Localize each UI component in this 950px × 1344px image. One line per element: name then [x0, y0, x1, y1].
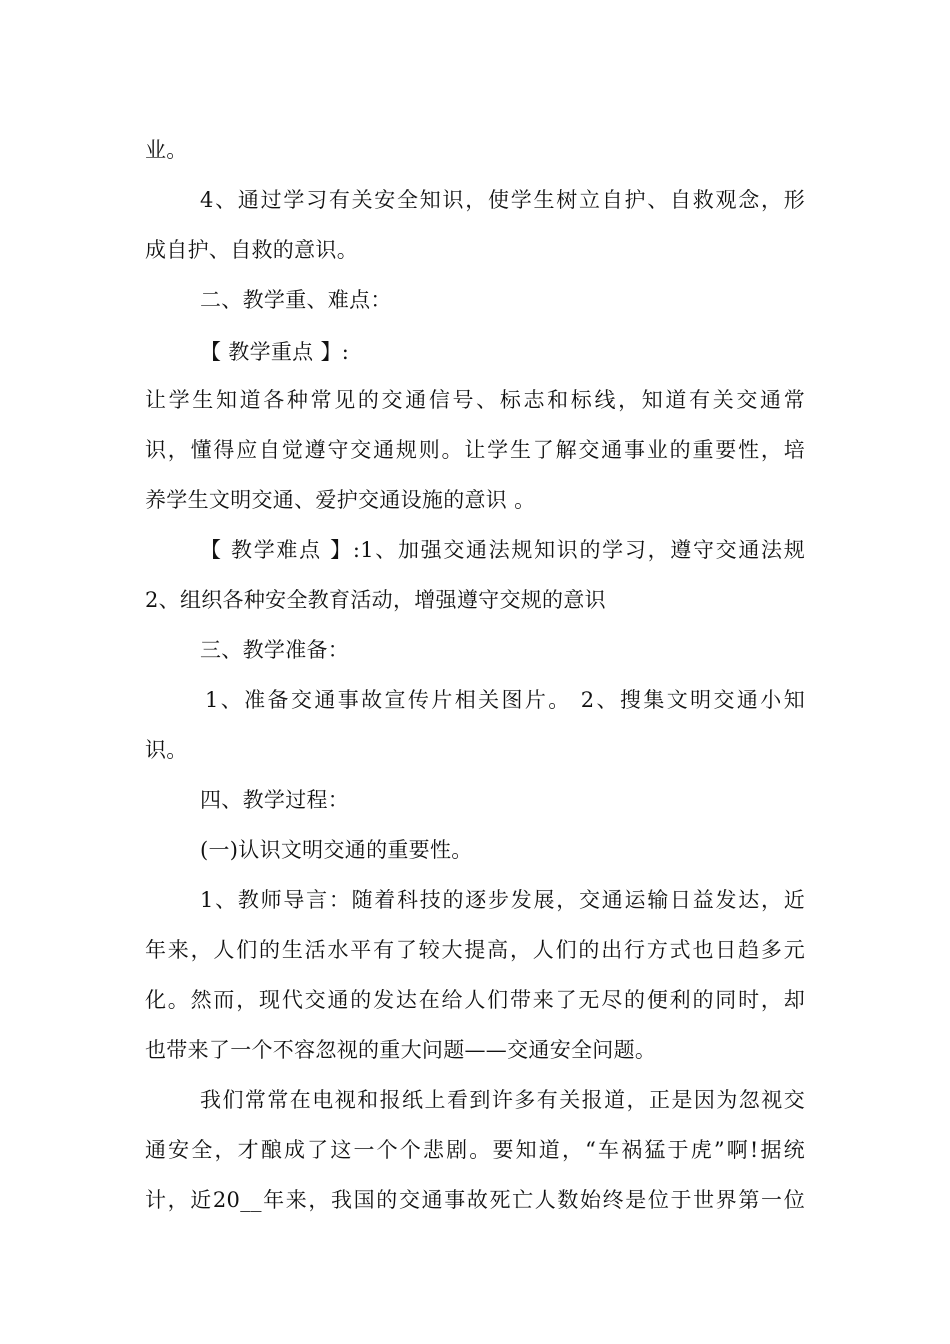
section-heading: 二、教学重、难点：	[200, 288, 392, 312]
text-line: 成自护、自救的意识。	[145, 238, 358, 262]
text-line: 让学生知道各种常见的交通信号、标志和标线，知道有关交通常	[145, 388, 805, 412]
text-line: 识，懂得应自觉遵守交通规则。让学生了解交通事业的重要性，培	[145, 438, 805, 462]
section-heading: 四、教学过程：	[200, 788, 350, 812]
text-line: 2、组织各种安全教育活动，增强遵守交规的意识	[145, 588, 606, 612]
text-line: 我们常常在电视和报纸上看到许多有关报道，正是因为忽视交	[200, 1088, 805, 1112]
text-line: 计，近20__年来，我国的交通事故死亡人数始终是位于世界第一位	[145, 1188, 805, 1212]
text-line: 业。	[145, 138, 188, 162]
text-line: 1、教师导言：随着科技的逐步发展，交通运输日益发达，近	[200, 888, 805, 912]
subheading: (一)认识文明交通的重要性。	[200, 838, 473, 862]
text-line: 通安全，才酿成了这一个个悲剧。要知道，“车祸猛于虎”啊!据统	[145, 1138, 805, 1162]
text-line: 也带来了一个不容忽视的重大问题——交通安全问题。	[145, 1038, 657, 1062]
text-line: 养学生文明交通、爱护交通设施的意识 。	[145, 488, 536, 512]
text-line: 年来，人们的生活水平有了较大提高，人们的出行方式也日趋多元	[145, 938, 805, 962]
text-line: 4、通过学习有关安全知识，使学生树立自护、自救观念，形	[200, 188, 805, 212]
text-line: 1、准备交通事故宣传片相关图片。 2、搜集文明交通小知	[205, 688, 805, 712]
text-line: 【 教学难点 】:1、加强交通法规知识的学习，遵守交通法规	[200, 538, 805, 562]
text-line: 识。	[145, 738, 188, 762]
subheading: 【 教学重点 】:	[200, 340, 350, 364]
text-line: 化。然而，现代交通的发达在给人们带来了无尽的便利的同时，却	[145, 988, 805, 1012]
section-heading: 三、教学准备：	[200, 638, 350, 662]
